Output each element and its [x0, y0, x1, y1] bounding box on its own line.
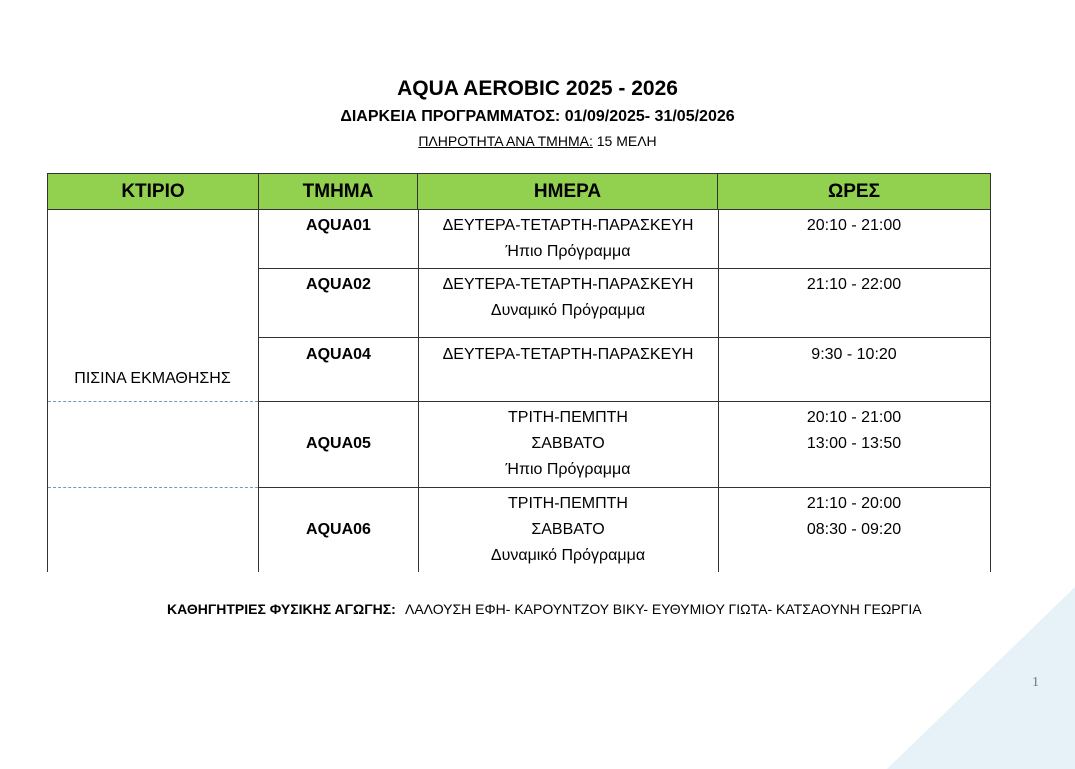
grid-line: [258, 401, 991, 402]
grid-line: [258, 268, 991, 269]
teachers-label: ΚΑΘΗΓΗΤΡΙΕΣ ΦΥΣΙΚΗΣ ΑΓΩΓΗΣ:: [167, 601, 396, 617]
section-code: AQUA05: [306, 435, 371, 452]
day-text: ΔΕΥΤΕΡΑ-ΤΕΤΑΡΤΗ-ΠΑΡΑΣΚΕΥΗ: [442, 276, 694, 293]
program-type: Δυναμικό Πρόγραμμα: [490, 547, 646, 564]
section-code: AQUA06: [306, 521, 371, 538]
grid-line: [990, 210, 991, 572]
day-text: ΤΡΙΤΗ-ΠΕΜΠΤΗ: [508, 495, 628, 512]
program-type: Ήπιο Πρόγραμμα: [505, 461, 631, 478]
header-building: ΚΤΙΡΙΟ: [47, 173, 259, 210]
time-text: 20:10 - 21:00: [806, 409, 902, 426]
section-code: AQUA02: [306, 276, 371, 293]
capacity-line: [0, 133, 1075, 149]
day-cell: [418, 342, 718, 368]
section-code: AQUA04: [306, 346, 371, 363]
page-title: AQUA AEROBIC 2025 - 2026: [397, 77, 678, 100]
section-code: AQUA01: [306, 217, 371, 234]
time-cell: [718, 342, 990, 368]
time-cell: [718, 405, 990, 457]
dashed-divider: [48, 487, 258, 488]
header-hours: ΩΡΕΣ: [718, 173, 991, 210]
day-text: ΔΕΥΤΕΡΑ-ΤΕΤΑΡΤΗ-ΠΑΡΑΣΚΕΥΗ: [442, 217, 694, 234]
time-cell: [718, 491, 990, 543]
capacity-value: 15 ΜΕΛΗ: [596, 133, 657, 149]
time-cell: [718, 213, 990, 239]
day-text: ΣΑΒΒΑΤΟ: [531, 521, 605, 538]
header-section: ΤΜΗΜΑ: [259, 173, 418, 210]
time-text: 13:00 - 13:50: [806, 435, 902, 452]
time-text: 21:10 - 22:00: [806, 276, 902, 293]
program-duration: ΔΙΑΡΚΕΙΑ ΠΡΟΓΡΑΜΜΑΤΟΣ: 01/09/2025- 31/05/2026: [340, 108, 735, 125]
day-cell: [418, 405, 718, 483]
teachers-line: [167, 601, 922, 617]
day-cell: [418, 491, 718, 569]
program-type: Δυναμικό Πρόγραμμα: [490, 302, 646, 319]
grid-line: [47, 210, 48, 572]
day-text: ΔΕΥΤΕΡΑ-ΤΕΤΑΡΤΗ-ΠΑΡΑΣΚΕΥΗ: [442, 346, 694, 363]
day-text: ΣΑΒΒΑΤΟ: [531, 435, 605, 452]
time-text: 08:30 - 09:20: [806, 521, 902, 538]
day-text: ΤΡΙΤΗ-ΠΕΜΠΤΗ: [508, 409, 628, 426]
grid-line: [258, 487, 991, 488]
grid-line: [258, 337, 991, 338]
schedule-table: [47, 173, 991, 572]
time-text: 21:10 - 20:00: [806, 495, 902, 512]
time-cell: [718, 272, 990, 298]
dashed-divider: [48, 401, 258, 402]
capacity-label: ΠΛΗΡΟΤΗΤΑ ΑΝΑ ΤΜΗΜΑ:: [418, 133, 593, 149]
header-day: ΗΜΕΡΑ: [418, 173, 718, 210]
building-name: ΠΙΣΙΝΑ ΕΚΜΑΘΗΣΗΣ: [74, 370, 231, 387]
program-type: Ήπιο Πρόγραμμα: [505, 243, 631, 260]
day-cell: [418, 213, 718, 265]
day-cell: [418, 272, 718, 324]
time-text: 9:30 - 10:20: [811, 346, 897, 363]
page-number: 1: [1032, 675, 1039, 690]
teachers-names: ΛΑΛΟΥΣΗ ΕΦΗ- ΚΑΡΟΥΝΤΖΟΥ ΒΙΚΥ- ΕΥΘΥΜΙΟΥ ΓΙΩΤΑ- ΚΑΤΣΑΟΥΝΗ ΓΕΩΡΓΙΑ: [404, 601, 922, 617]
time-text: 20:10 - 21:00: [806, 217, 902, 234]
